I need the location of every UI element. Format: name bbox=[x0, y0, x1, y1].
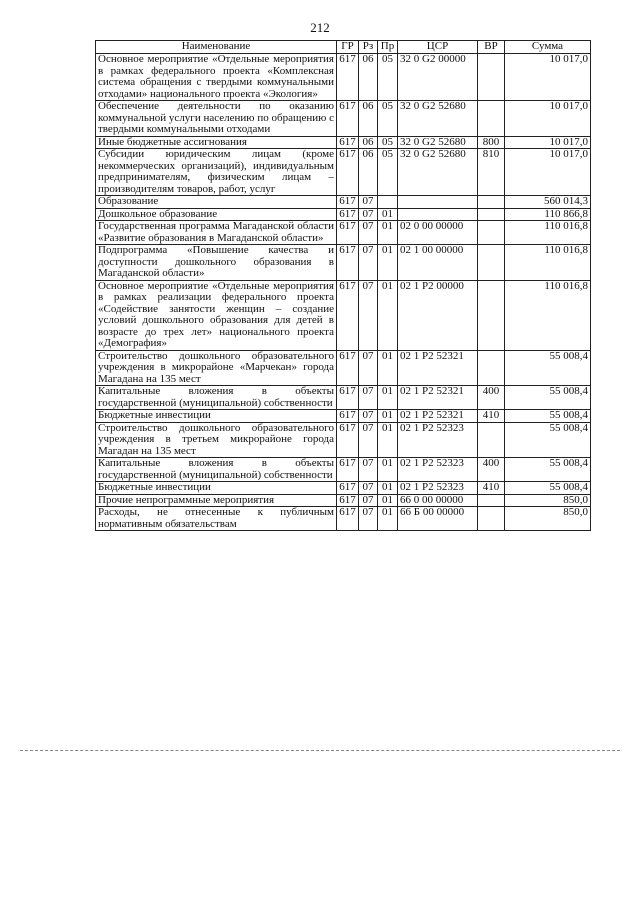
table-row bbox=[96, 386, 591, 410]
table-row bbox=[96, 422, 591, 458]
cell-sum: 10 017,0 bbox=[505, 54, 591, 101]
page-number: 212 bbox=[310, 20, 330, 35]
table-header-row bbox=[96, 41, 591, 54]
table-row bbox=[96, 136, 591, 149]
cell-rz: 07 bbox=[359, 507, 378, 531]
cell-sum: 110 016,8 bbox=[505, 245, 591, 281]
cell-pr: 05 bbox=[378, 54, 398, 101]
cell-vr bbox=[478, 494, 505, 507]
cell-gr: 617 bbox=[337, 458, 359, 482]
table-row bbox=[96, 494, 591, 507]
cell-rz: 07 bbox=[359, 350, 378, 386]
cell-gr: 617 bbox=[337, 482, 359, 495]
cell-pr: 01 bbox=[378, 507, 398, 531]
cell-csr: 02 1 P2 52321 bbox=[398, 350, 478, 386]
table-row bbox=[96, 245, 591, 281]
header-name: Наименование bbox=[96, 41, 337, 54]
cell-name: Основное мероприятие «Отдельные мероприятия в рамках реализации федерального проекта «Содействие занятости женщин – создание условий дошкольного образования для детей в возрасте до трех лет» национального проекта «Демография» bbox=[96, 280, 337, 350]
cell-name: Строительство дошкольного образовательного учреждения в третьем микрорайоне города Магадан на 135 мест bbox=[96, 422, 337, 458]
cell-csr: 02 1 P2 52323 bbox=[398, 458, 478, 482]
cell-vr: 410 bbox=[478, 410, 505, 423]
cell-rz: 06 bbox=[359, 101, 378, 137]
cell-pr: 05 bbox=[378, 149, 398, 196]
cell-csr: 02 1 P2 52323 bbox=[398, 422, 478, 458]
cell-sum: 55 008,4 bbox=[505, 422, 591, 458]
cell-pr: 01 bbox=[378, 208, 398, 221]
cell-sum: 55 008,4 bbox=[505, 482, 591, 495]
cell-vr: 410 bbox=[478, 482, 505, 495]
cell-pr: 01 bbox=[378, 386, 398, 410]
cell-name: Дошкольное образование bbox=[96, 208, 337, 221]
cell-csr: 32 0 G2 52680 bbox=[398, 136, 478, 149]
cell-name: Подпрограмма «Повышение качества и доступности дошкольного образования в Магаданской области» bbox=[96, 245, 337, 281]
cell-name: Капитальные вложения в объекты государственной (муниципальной) собственности bbox=[96, 386, 337, 410]
cell-csr: 32 0 G2 52680 bbox=[398, 101, 478, 137]
cell-rz: 07 bbox=[359, 208, 378, 221]
cell-csr: 02 0 00 00000 bbox=[398, 221, 478, 245]
cell-name: Основное мероприятие «Отдельные мероприятия в рамках федерального проекта «Комплексная система обращения с твердыми коммунальными отходами» национального проекта «Экология» bbox=[96, 54, 337, 101]
cell-gr: 617 bbox=[337, 245, 359, 281]
table-row bbox=[96, 350, 591, 386]
table-row bbox=[96, 221, 591, 245]
header-vr: ВР bbox=[478, 41, 505, 54]
cell-gr: 617 bbox=[337, 410, 359, 423]
cell-gr: 617 bbox=[337, 280, 359, 350]
table-row bbox=[96, 208, 591, 221]
cell-sum: 110 016,8 bbox=[505, 280, 591, 350]
cell-rz: 07 bbox=[359, 221, 378, 245]
header-pr: Пр bbox=[378, 41, 398, 54]
cell-name: Бюджетные инвестиции bbox=[96, 410, 337, 423]
cell-sum: 10 017,0 bbox=[505, 149, 591, 196]
cell-vr bbox=[478, 245, 505, 281]
cell-vr: 400 bbox=[478, 458, 505, 482]
cell-rz: 07 bbox=[359, 280, 378, 350]
table-body bbox=[96, 54, 591, 531]
cell-pr: 01 bbox=[378, 245, 398, 281]
cell-sum: 55 008,4 bbox=[505, 458, 591, 482]
cell-vr bbox=[478, 196, 505, 209]
cell-gr: 617 bbox=[337, 494, 359, 507]
cell-gr: 617 bbox=[337, 507, 359, 531]
cell-vr: 810 bbox=[478, 149, 505, 196]
cell-sum: 10 017,0 bbox=[505, 101, 591, 137]
cell-vr: 400 bbox=[478, 386, 505, 410]
cell-rz: 07 bbox=[359, 245, 378, 281]
budget-table bbox=[95, 40, 591, 531]
header-sum: Сумма bbox=[505, 41, 591, 54]
cell-gr: 617 bbox=[337, 101, 359, 137]
cell-sum: 10 017,0 bbox=[505, 136, 591, 149]
cell-csr: 02 1 00 00000 bbox=[398, 245, 478, 281]
table-row bbox=[96, 280, 591, 350]
cell-name: Субсидии юридическим лицам (кроме некоммерческих организаций), индивидуальным предпринимателям, физическим лицам – производителям товаров, работ, услуг bbox=[96, 149, 337, 196]
cell-name: Расходы, не отнесенные к публичным нормативным обязательствам bbox=[96, 507, 337, 531]
cell-name: Государственная программа Магаданской области «Развитие образования в Магаданской области» bbox=[96, 221, 337, 245]
cell-rz: 07 bbox=[359, 494, 378, 507]
cell-gr: 617 bbox=[337, 208, 359, 221]
cell-pr: 05 bbox=[378, 136, 398, 149]
table-row bbox=[96, 101, 591, 137]
table-row bbox=[96, 507, 591, 531]
cell-csr: 02 1 P2 00000 bbox=[398, 280, 478, 350]
cell-rz: 07 bbox=[359, 410, 378, 423]
cell-csr: 02 1 P2 52321 bbox=[398, 410, 478, 423]
cell-sum: 110 866,8 bbox=[505, 208, 591, 221]
cell-gr: 617 bbox=[337, 221, 359, 245]
cell-sum: 560 014,3 bbox=[505, 196, 591, 209]
cell-csr: 66 0 00 00000 bbox=[398, 494, 478, 507]
cell-name: Обеспечение деятельности по оказанию коммунальной услуги населению по обращению с твердыми коммунальными отходами bbox=[96, 101, 337, 137]
cell-pr: 01 bbox=[378, 350, 398, 386]
cell-vr bbox=[478, 221, 505, 245]
cell-pr: 01 bbox=[378, 221, 398, 245]
cell-pr: 01 bbox=[378, 410, 398, 423]
cell-csr: 66 Б 00 00000 bbox=[398, 507, 478, 531]
cell-rz: 07 bbox=[359, 458, 378, 482]
cell-vr bbox=[478, 208, 505, 221]
cell-gr: 617 bbox=[337, 54, 359, 101]
cell-rz: 06 bbox=[359, 54, 378, 101]
table-row bbox=[96, 149, 591, 196]
footer-divider bbox=[20, 750, 620, 751]
cell-pr: 01 bbox=[378, 422, 398, 458]
cell-csr: 02 1 P2 52323 bbox=[398, 482, 478, 495]
cell-vr bbox=[478, 422, 505, 458]
cell-name: Прочие непрограммные мероприятия bbox=[96, 494, 337, 507]
table-row bbox=[96, 410, 591, 423]
cell-csr: 32 0 G2 00000 bbox=[398, 54, 478, 101]
cell-sum: 110 016,8 bbox=[505, 221, 591, 245]
cell-gr: 617 bbox=[337, 422, 359, 458]
cell-name: Образование bbox=[96, 196, 337, 209]
header-gr: ГР bbox=[337, 41, 359, 54]
cell-name: Капитальные вложения в объекты государственной (муниципальной) собственности bbox=[96, 458, 337, 482]
table-row bbox=[96, 458, 591, 482]
table-row bbox=[96, 482, 591, 495]
cell-vr bbox=[478, 101, 505, 137]
cell-gr: 617 bbox=[337, 136, 359, 149]
cell-rz: 06 bbox=[359, 149, 378, 196]
cell-csr: 02 1 P2 52321 bbox=[398, 386, 478, 410]
cell-sum: 55 008,4 bbox=[505, 350, 591, 386]
table-row bbox=[96, 196, 591, 209]
cell-gr: 617 bbox=[337, 149, 359, 196]
cell-name: Бюджетные инвестиции bbox=[96, 482, 337, 495]
cell-pr: 01 bbox=[378, 482, 398, 495]
cell-gr: 617 bbox=[337, 350, 359, 386]
cell-sum: 850,0 bbox=[505, 507, 591, 531]
cell-gr: 617 bbox=[337, 196, 359, 209]
cell-csr bbox=[398, 196, 478, 209]
cell-name: Иные бюджетные ассигнования bbox=[96, 136, 337, 149]
cell-rz: 07 bbox=[359, 386, 378, 410]
cell-rz: 07 bbox=[359, 196, 378, 209]
cell-pr: 01 bbox=[378, 280, 398, 350]
cell-rz: 07 bbox=[359, 482, 378, 495]
cell-sum: 850,0 bbox=[505, 494, 591, 507]
cell-sum: 55 008,4 bbox=[505, 410, 591, 423]
cell-vr bbox=[478, 507, 505, 531]
cell-gr: 617 bbox=[337, 386, 359, 410]
cell-name: Строительство дошкольного образовательного учреждения в микрорайоне «Марчекан» города Магадана на 135 мест bbox=[96, 350, 337, 386]
cell-vr bbox=[478, 54, 505, 101]
cell-pr: 01 bbox=[378, 494, 398, 507]
cell-csr: 32 0 G2 52680 bbox=[398, 149, 478, 196]
cell-vr bbox=[478, 280, 505, 350]
cell-csr bbox=[398, 208, 478, 221]
cell-sum: 55 008,4 bbox=[505, 386, 591, 410]
cell-pr: 05 bbox=[378, 101, 398, 137]
table-row bbox=[96, 54, 591, 101]
cell-rz: 07 bbox=[359, 422, 378, 458]
cell-vr bbox=[478, 350, 505, 386]
cell-vr: 800 bbox=[478, 136, 505, 149]
cell-rz: 06 bbox=[359, 136, 378, 149]
header-rz: Рз bbox=[359, 41, 378, 54]
header-csr: ЦСР bbox=[398, 41, 478, 54]
cell-pr: 01 bbox=[378, 458, 398, 482]
cell-pr bbox=[378, 196, 398, 209]
